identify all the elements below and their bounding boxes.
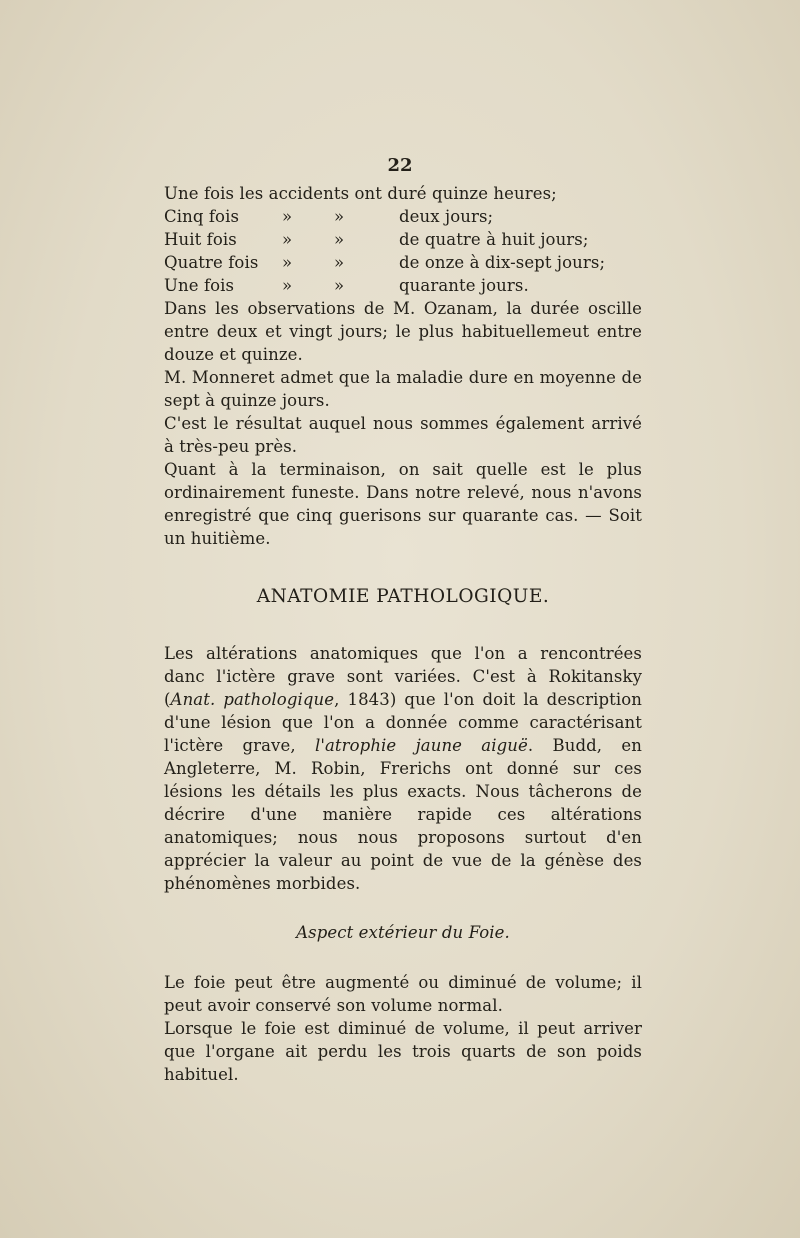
section-heading: ANATOMIE PATHOLOGIQUE. bbox=[256, 586, 550, 607]
text-run: Les altérations anatomiques que l'on a rencontrées danc l'ictère grave sont variées. C'est à Rokitansky ( bbox=[164, 644, 642, 709]
ditto-mark: » bbox=[282, 207, 293, 226]
table-row bbox=[164, 251, 605, 274]
duration-table bbox=[164, 205, 605, 297]
row-label: Quatre fois bbox=[164, 253, 259, 272]
page-content bbox=[164, 182, 642, 1086]
paragraph: Le foie peut être augmenté ou diminué de volume; il peut avoir conservé son volume normal. bbox=[164, 973, 642, 1015]
ditto-mark: » bbox=[334, 207, 345, 226]
row-label: Huit fois bbox=[164, 230, 237, 249]
table-row bbox=[164, 274, 605, 297]
row-duration: de quatre à huit jours; bbox=[399, 230, 589, 249]
paragraph: Quant à la terminaison, on sait quelle est le plus ordinairement funeste. Dans notre relevé, nous n'avons enregistré que cinq guerisons sur quarante cas. — Soit un huitième. bbox=[164, 460, 642, 548]
ditto-mark: » bbox=[282, 253, 293, 272]
paragraph: M. Monneret admet que la maladie dure en moyenne de sept à quinze jours. bbox=[164, 368, 642, 410]
ditto-mark: » bbox=[334, 230, 345, 249]
ditto-mark: » bbox=[334, 276, 345, 295]
row-label: Cinq fois bbox=[164, 207, 240, 226]
table-row bbox=[164, 228, 605, 251]
paragraph: C'est le résultat auquel nous sommes également arrivé à très-peu près. bbox=[164, 414, 642, 456]
paragraph: Lorsque le foie est diminué de volume, il peut arriver que l'organe ait perdu les trois quarts de son poids habituel. bbox=[164, 1019, 642, 1084]
row-duration: quarante jours. bbox=[399, 276, 529, 295]
text-run: , 1843) que l'on doit la description d'une lésion que l'on a donnée comme caractérisant l'ictère grave, bbox=[164, 690, 642, 755]
italic-term: l'atrophie jaune aiguë bbox=[314, 736, 528, 755]
subsection-heading: Aspect extérieur du Foie. bbox=[296, 923, 510, 942]
paragraph: Dans les observations de M. Ozanam, la durée oscille entre deux et vingt jours; le plus habituellemeut entre douze et quinze. bbox=[164, 299, 642, 364]
row-label: Une fois bbox=[164, 276, 235, 295]
paragraph bbox=[164, 642, 642, 895]
row-duration: de onze à dix-sept jours; bbox=[399, 253, 606, 272]
text-run: . Budd, en Angleterre, M. Robin, Frerichs ont donné sur ces lésions les détails les plus exacts. Nous tâcherons de décrire d'une manière rapide ces altérations anatomiques; nous nous proposons surtout d'en apprécier la valeur au point de vue de la génèse des phénomènes morbides. bbox=[164, 736, 643, 893]
ditto-mark: » bbox=[282, 230, 293, 249]
ditto-mark: » bbox=[334, 253, 345, 272]
row-duration: deux jours; bbox=[399, 207, 494, 226]
table-row bbox=[164, 205, 605, 228]
ditto-mark: » bbox=[282, 276, 293, 295]
intro-line: Une fois les accidents ont duré quinze heures; bbox=[164, 184, 557, 203]
italic-citation: Anat. pathologique bbox=[170, 690, 335, 709]
page-number: 22 bbox=[387, 155, 413, 176]
